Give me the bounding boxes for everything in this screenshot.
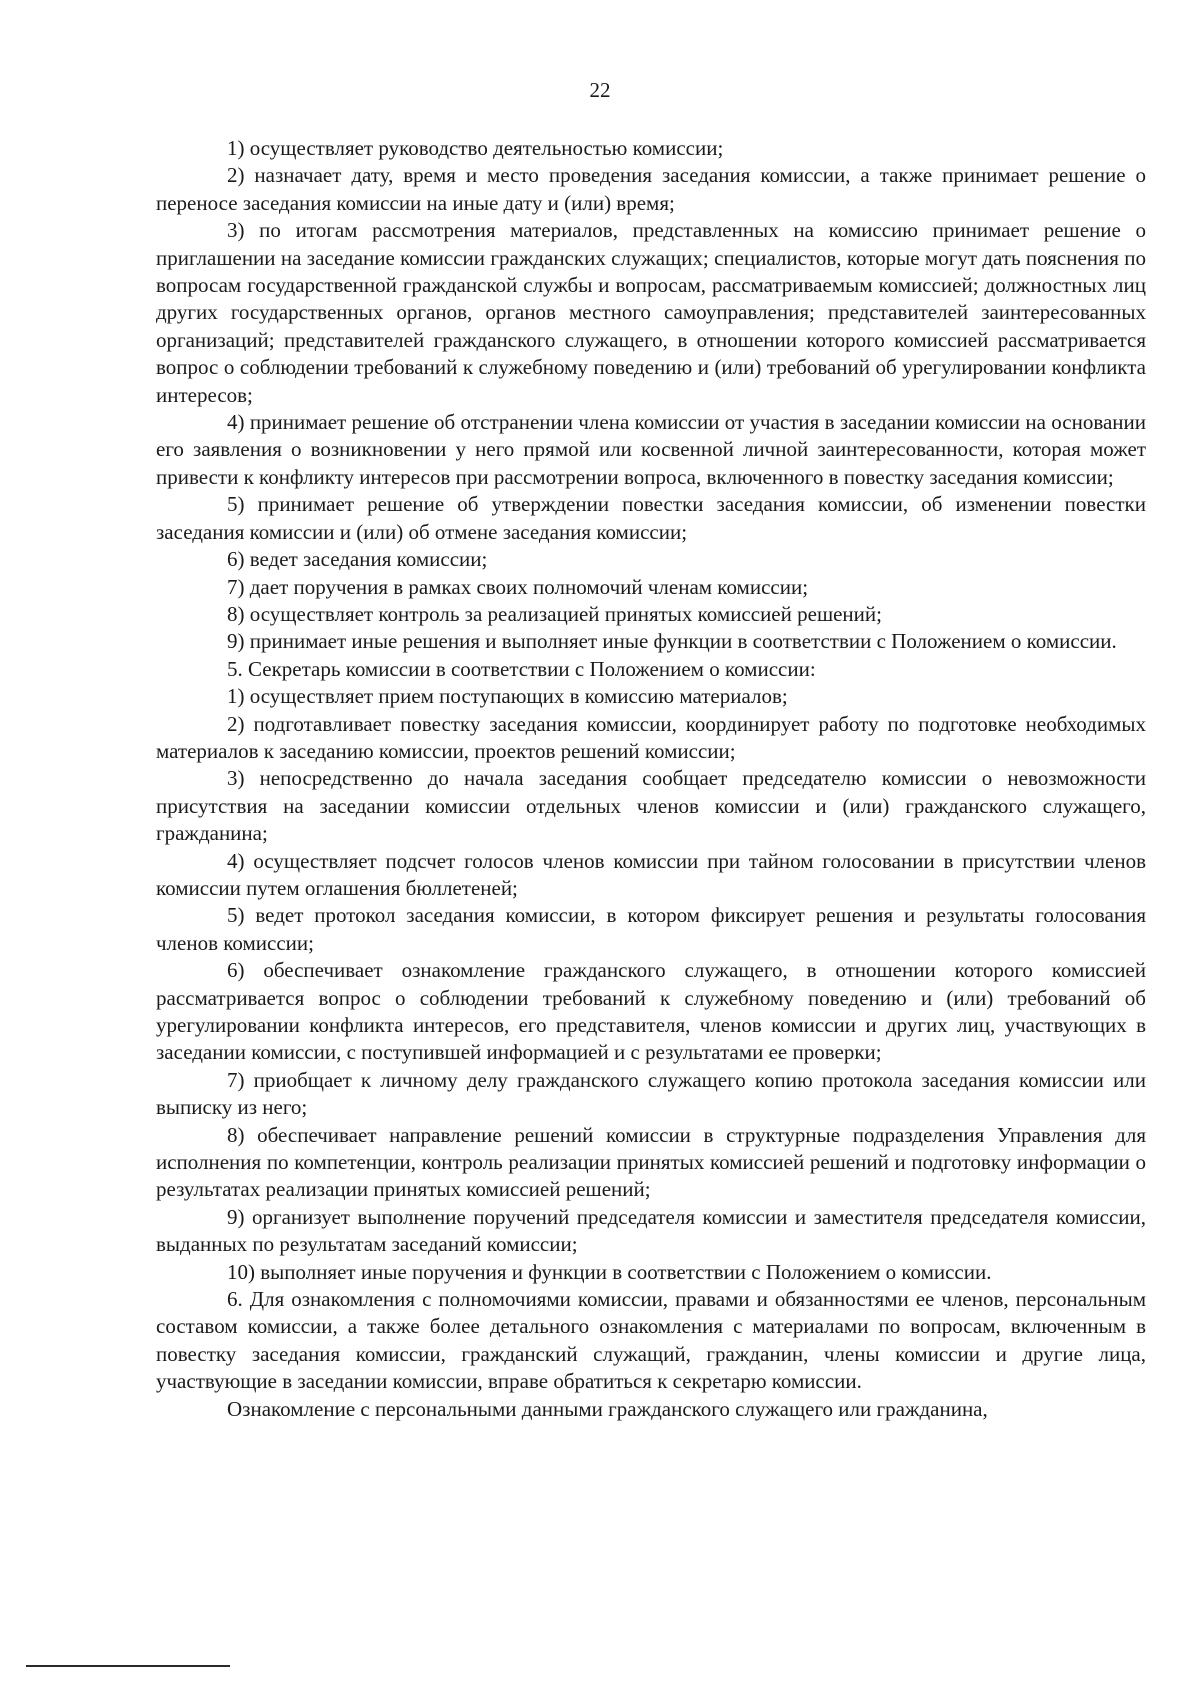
- paragraph-chair-duty-4: 4) принимает решение об отстранении члена комиссии от участия в заседании комиссии на основании его заявления о возникновении у него прямой или косвенной личной заинтересованности, которая может привести к конфликту интересов при рассмотрении вопроса, включенного в повестку заседания комиссии;: [156, 410, 1146, 489]
- paragraph-chair-duty-7: 7) дает поручения в рамках своих полномочий членам комиссии;: [227, 574, 809, 599]
- document-body: [156, 135, 1146, 1423]
- section-5-heading: 5. Секретарь комиссии в соответствии с Положением о комиссии:: [227, 656, 816, 681]
- paragraph-secretary-duty-8: 8) обеспечивает направление решений комиссии в структурные подразделения Управления для исполнения по компетенции, контроль реализации принятых комиссией решений и подготовку информации о результатах реализации принятых комиссией решений;: [156, 1122, 1146, 1202]
- paragraph-chair-duty-8: 8) осуществляет контроль за реализацией принятых комиссией решений;: [227, 601, 882, 626]
- paragraph-secretary-duty-10: 10) выполняет иные поручения и функции в соответствии с Положением о комиссии.: [227, 1259, 992, 1284]
- paragraph-chair-duty-6: 6) ведет заседания комиссии;: [227, 547, 488, 572]
- paragraph-personal-data: Ознакомление с персональными данными гражданского служащего или гражданина,: [227, 1396, 988, 1421]
- paragraph-chair-duty-2: 2) назначает дату, время и место проведения заседания комиссии, а также принимает решение о переносе заседания комиссии на иные дату и (или) время;: [156, 163, 1146, 215]
- paragraph-chair-duty-1: 1) осуществляет руководство деятельностью комиссии;: [227, 136, 724, 160]
- paragraph-secretary-duty-7: 7) приобщает к личному делу гражданского служащего копию протокола заседания комиссии или выписку из него;: [156, 1067, 1146, 1120]
- paragraph-secretary-duty-2: 2) подготавливает повестку заседания комиссии, координирует работу по подготовке необходимых материалов к заседанию комиссии, проектов решений комиссии;: [156, 711, 1146, 763]
- paragraph-secretary-duty-9: 9) организует выполнение поручений председателя комиссии и заместителя председателя комиссии, выданных по результатам заседаний комиссии;: [156, 1204, 1146, 1257]
- page-number: 22: [589, 78, 611, 102]
- paragraph-secretary-duty-5: 5) ведет протокол заседания комиссии, в котором фиксирует решения и результаты голосования членов комиссии;: [156, 903, 1146, 955]
- footer-rule: [26, 1665, 230, 1667]
- paragraph-secretary-duty-1: 1) осуществляет прием поступающих в комиссию материалов;: [227, 684, 788, 709]
- paragraph-chair-duty-3: 3) по итогам рассмотрения материалов, представленных на комиссию принимает решение о приглашении на заседание комиссии гражданских служащих; специалистов, которые могут дать пояснения по вопросам государственной гражданской службы и вопросам, рассматриваемым комиссией; должностных лиц других государственных органов, органов местного самоуправления; представителей заинтересованных организаций; представителей гражданского служащего, в отношении которого комиссией рассматривается вопрос о соблюдении требований к служебному поведению и (или) требований об урегулировании конфликта интересов;: [156, 218, 1146, 407]
- section-6-paragraph: 6. Для ознакомления с полномочиями комиссии, правами и обязанностями ее членов, персональным составом комиссии, а также более детального ознакомления с материалами по вопросам, включенным в повестку заседания комиссии, гражданский служащий, гражданин, члены комиссии и другие лица, участвующие в заседании комиссии, вправе обратиться к секретарю комиссии.: [156, 1287, 1146, 1394]
- paragraph-chair-duty-9: 9) принимает иные решения и выполняет иные функции в соответствии с Положением о комиссии.: [227, 629, 1117, 654]
- paragraph-chair-duty-5: 5) принимает решение об утверждении повестки заседания комиссии, об изменении повестки заседания комиссии и (или) об отмене заседания комиссии;: [156, 492, 1146, 544]
- paragraph-secretary-duty-3: 3) непосредственно до начала заседания сообщает председателю комиссии о невозможности присутствия на заседании комиссии отдельных членов комиссии и (или) гражданского служащего, гражданина;: [156, 766, 1146, 846]
- paragraph-secretary-duty-6: 6) обеспечивает ознакомление гражданского служащего, в отношении которого комиссией рассматривается вопрос о соблюдении требований к служебному поведению и (или) требований об урегулировании конфликта интересов, его представителя, членов комиссии и других лиц, участвующих в заседании комиссии, с поступившей информацией и с результатами ее проверки;: [156, 958, 1146, 1065]
- paragraph-secretary-duty-4: 4) осуществляет подсчет голосов членов комиссии при тайном голосовании в присутствии членов комиссии путем оглашения бюллетеней;: [156, 848, 1146, 900]
